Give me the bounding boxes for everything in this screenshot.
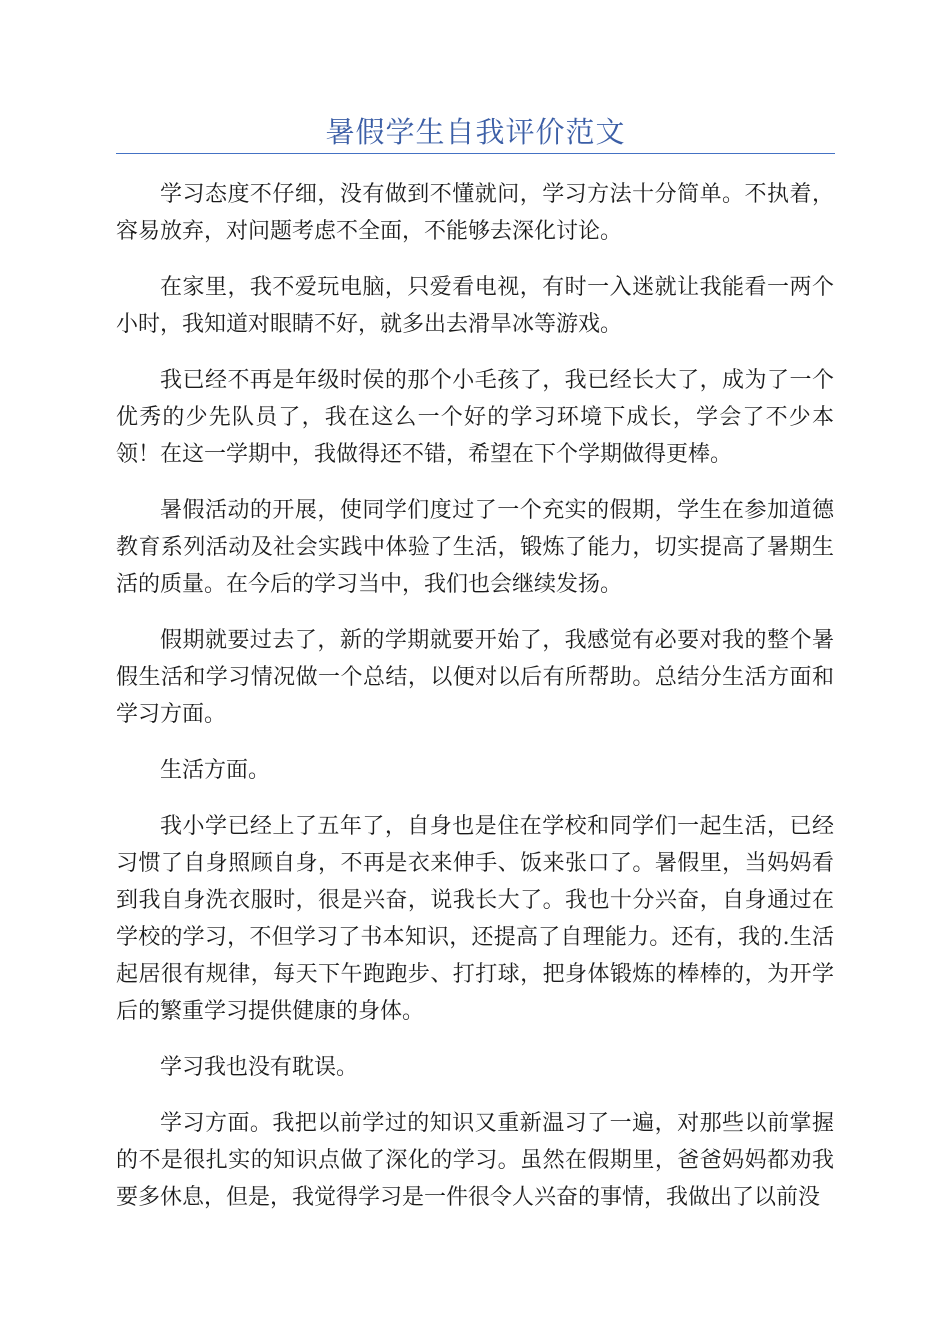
paragraph: 学习方面。我把以前学过的知识又重新温习了一遍，对那些以前掌握的不是很扎实的知识点做了深化的学习。虽然在假期里，爸爸妈妈都劝我要多休息，但是，我觉得学习是一件很令人兴奋的事情，我做出了以前没: [116, 1111, 834, 1210]
paragraph: 学习态度不仔细，没有做到不懂就问，学习方法十分简单。不执着，容易放弃，对问题考虑不全面，不能够去深化讨论。: [116, 182, 834, 244]
paragraph: 学习我也没有耽误。: [160, 1055, 359, 1080]
paragraph: 假期就要过去了，新的学期就要开始了，我感觉有必要对我的整个暑假生活和学习情况做一个总结，以便对以后有所帮助。总结分生活方面和学习方面。: [116, 628, 834, 727]
title-underline: [116, 153, 835, 154]
paragraph: 暑假活动的开展，使同学们度过了一个充实的假期，学生在参加道德教育系列活动及社会实践中体验了生活，锻炼了能力，切实提高了暑期生活的质量。在今后的学习当中，我们也会继续发扬。: [116, 498, 834, 597]
document-title: 暑假学生自我评价范文: [325, 115, 626, 149]
paragraph: 我小学已经上了五年了，自身也是住在学校和同学们一起生活，已经习惯了自身照顾自身，不再是衣来伸手、饭来张口了。暑假里，当妈妈看到我自身洗衣服时，很是兴奋，说我长大了。我也十分兴奋，自身通过在学校的学习，不但学习了书本知识，还提高了自理能力。还有，我的.生活起居很有规律，每天下午跑跑步、打打球，把身体锻炼的棒棒的，为开学后的繁重学习提供健康的身体。: [116, 814, 834, 1024]
paragraph: 我已经不再是年级时侯的那个小毛孩了，我已经长大了，成为了一个优秀的少先队员了，我在这么一个好的学习环境下成长，学会了不少本领！在这一学期中，我做得还不错，希望在下个学期做得更棒。: [116, 368, 834, 467]
section-heading-life: 生活方面。: [160, 758, 271, 783]
document-body: [116, 176, 834, 1235]
paragraph: 在家里，我不爱玩电脑，只爱看电视，有时一入迷就让我能看一两个小时，我知道对眼睛不好，就多出去滑旱冰等游戏。: [116, 275, 834, 337]
